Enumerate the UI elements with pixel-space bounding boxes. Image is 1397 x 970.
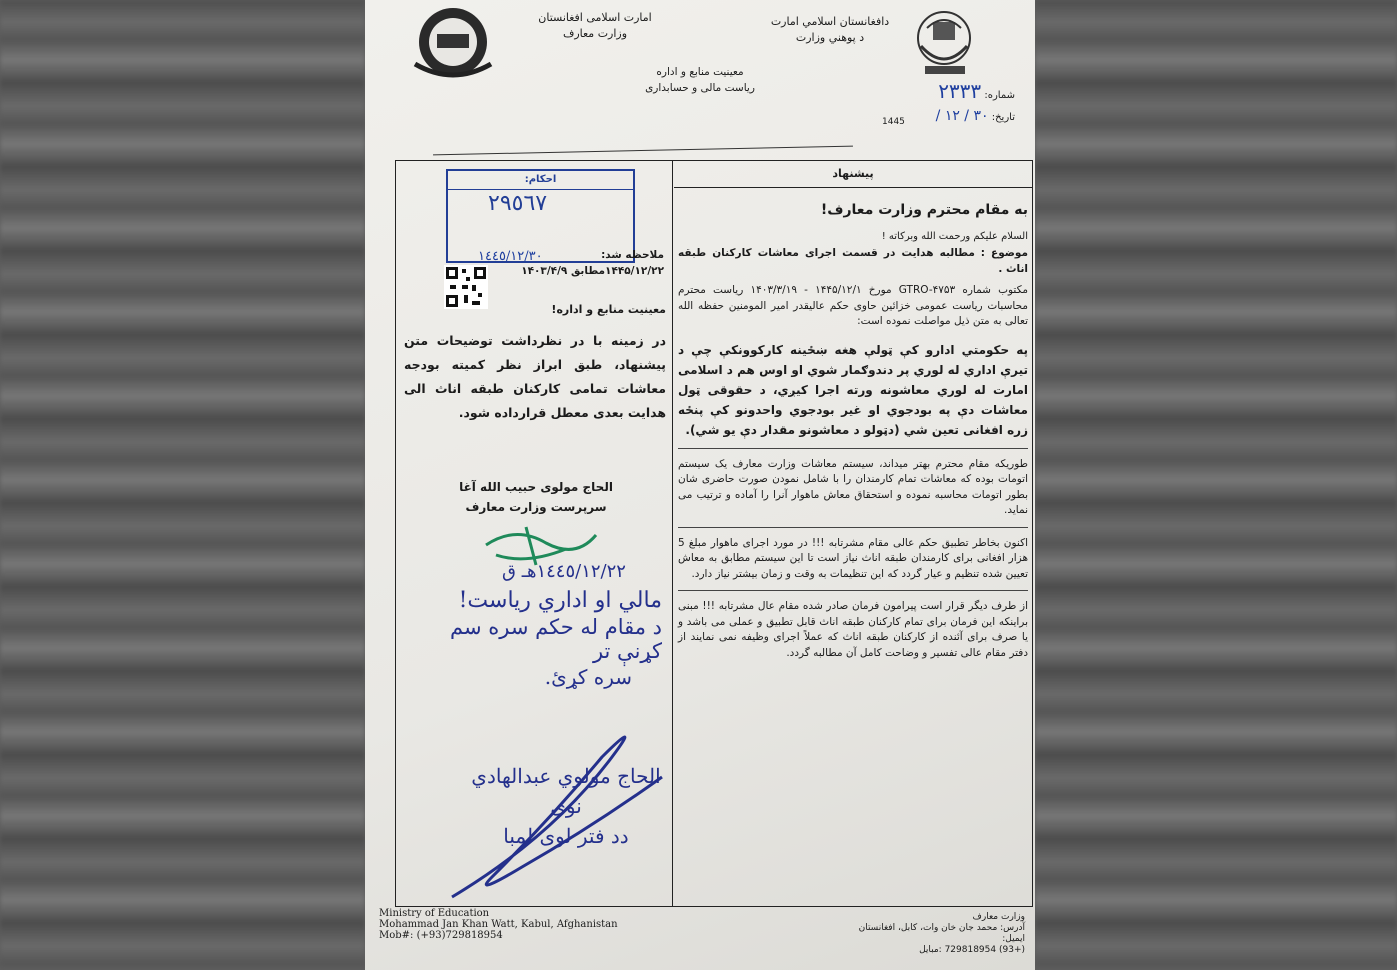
- paragraph-divider: [678, 590, 1028, 591]
- directive-text: در زمینه با در نظرداشت توضیحات متن پیشنهاد، طبق ابراز نظر کمیته بودجه معاشات تمامی کارکنان طبقه اناث الی هدایت بعدی معطل قرارداده شود.: [404, 333, 666, 420]
- seen-note: [496, 247, 664, 279]
- number-value: ٢٣٣٣: [938, 79, 982, 103]
- date-value: ٣٠ / ١٢ /: [935, 108, 989, 124]
- department-block: [635, 64, 765, 96]
- header-ministry-pashto: د پوهني وزارت: [795, 31, 865, 44]
- letter-number: [895, 79, 1015, 103]
- document-page: [365, 0, 1035, 970]
- salam-line: السلام علیکم ورحمت الله وبرکاته !: [881, 230, 1028, 242]
- ministry-seal-icon: [403, 4, 503, 80]
- paragraph-2: طوریکه مقام محترم بهتر میداند، سیستم معاشات وزارت معارف یک سیستم اتومات بوده که معاشات تمام کارمندان را با شامل نمودن صورت حاضری شان بطور اتومات محاسبه نموده و استحقاق معاش ماهوار آنرا را آماده و ترتیب می نماید.: [678, 457, 1028, 516]
- footer-address-fa: آدرس: محمد جان خان وات، کابل، افغانستان: [858, 923, 1025, 933]
- signer-name: الحاج مولوی حبیب الله آغا: [459, 480, 613, 494]
- subject-line: [678, 246, 1028, 277]
- footer-phone-fa: (+93) 729818954 :مبایل: [919, 945, 1025, 955]
- content-table: [395, 160, 1033, 907]
- paragraph-divider: [678, 527, 1028, 528]
- header-emirate-pashto: دافغانستان اسلامي امارت: [770, 15, 890, 28]
- greeting: به مقام محترم وزارت معارف!: [820, 202, 1028, 218]
- stamp-date: ١٤٤٥/١٢/٣٠: [478, 249, 543, 264]
- subject-label: موضوع :: [980, 247, 1029, 259]
- note-label: ملاحظه شد:: [601, 249, 664, 261]
- number-label: شماره:: [984, 90, 1015, 101]
- handwritten-line-3: سره کړئ.: [544, 665, 632, 689]
- footer-address-en: Mohammad Jan Khan Watt, Kabul, Afghanistan: [379, 919, 618, 930]
- stamp-number: ٢٩٥٦٧: [488, 191, 548, 216]
- handwritten-line-1: مالي او اداري رياست!: [458, 588, 662, 613]
- date-label: تاریخ:: [991, 112, 1015, 123]
- acting-minister-signature-block: [446, 477, 626, 517]
- stamp-header: احکام:: [448, 171, 633, 190]
- proposal-header: پیشنهاد: [674, 161, 1032, 188]
- blurred-background-right: [1035, 0, 1397, 970]
- blurred-background-left: [0, 0, 365, 970]
- paragraph-4: از طرف دیگر قرار است پیرامون فرمان صادر شده مقام عال مشرتابه !!! مبنی براینکه این فرمان برای تمام کارکنان طبقه اناث قابل تطبیق و عملی می باشد و یا صرف برای آئنده از کارکنان طبقه اناث که عملاً اجرای وظیفه نمی نمایند از دفتر مقام عالی تفسیر و وضاحت کامل آن مطالبه گردد.: [678, 600, 1028, 659]
- note-date: ۱۴۴۵/۱۲/۲۲مطابق ۱۴۰۳/۴/۹: [521, 265, 664, 277]
- footer-email-fa: ایمیل:: [1002, 934, 1025, 944]
- footer-english: [379, 908, 639, 941]
- handwritten-directive: [412, 561, 662, 689]
- header-divider: [433, 146, 853, 156]
- proposal-column: [678, 191, 1028, 667]
- handwritten-date: ١٤٤٥/١٢/٢٢هـ ق: [502, 561, 626, 582]
- footer-ministry-en: Ministry of Education: [379, 908, 490, 919]
- header-left-block: [535, 10, 655, 42]
- deputy-ministry-label: معینیت منابع و اداره: [656, 66, 744, 78]
- footer-dari: [795, 912, 1025, 956]
- handwritten-line-2: د مقام له حکم سره سم کړنې تر: [450, 615, 662, 663]
- paragraph-3: اکنون بخاطر تطبیق حکم عالی مقام مشرتابه !!! در مورد اجرای ماهوار مبلغ 5 هزار افغانی برای کارمندان طبقه اناث نیاز است تا این سیستم مطابق به معاش تعیین شده تنظیم و عیار گردد که این تنظیمات به وقت و زمان بیشتر نیاز دارد.: [678, 536, 1028, 580]
- subject-text: مطالبه هدایت در قسمت اجرای معاشات کارکنان طبقه اناث .: [678, 247, 1028, 275]
- paragraph-1: مکتوب شماره GTRO-۴۷۵۳ مورخ ۱۴۴۵/۱۲/۱ - ۱۴۰۳/۳/۱۹ ریاست محترم محاسبات ریاست عمومی خزائین حاوی حکم عالیقدر امیر المومنین حفظه الله تعالی به متن ذیل مواصلت نموده است:: [678, 284, 1028, 327]
- decree-quote-pashto: په حکومتي ادارو کې ټولې هغه ښځینه کارکوونکې چې د تیرې اداري له لوري پر دندوګمار شوي او اوس هم د اسلامی امارت له لوري معاشونه ورته اجرا کیږي، د حقوقی ټول معاشات دې په بودجوي او غیر بودجوي واحدونو کې پنځه زره افغانی تعین شي (دټولو د معاشونو مقدار دې یو شي).: [678, 342, 1028, 437]
- paragraph-divider: [678, 448, 1028, 449]
- signer-title: سرپرست وزارت معارف: [465, 500, 607, 514]
- header-emirate-dari: امارت اسلامی افغانستان: [538, 11, 652, 24]
- handwritten-signer-name: الحاج مولوي عبدالهادي نوی: [471, 764, 661, 818]
- header-ministry-dari: وزارت معارف: [562, 27, 628, 40]
- header-right-block: [760, 14, 900, 46]
- year-value: 1445: [882, 117, 905, 127]
- finance-directorate-label: ریاست مالی و حسابداری: [645, 82, 755, 94]
- blue-signature-icon: [432, 717, 692, 907]
- directive-addressee: معینیت منابع و اداره!: [551, 303, 666, 316]
- footer-ministry-fa: وزارت معارف: [972, 912, 1025, 922]
- footer-phone-en: Mob#: (+93)729818954: [379, 930, 503, 941]
- handwritten-signer-title: دد فتر لوی لمبا: [503, 824, 629, 848]
- emirate-emblem-icon: [905, 8, 983, 78]
